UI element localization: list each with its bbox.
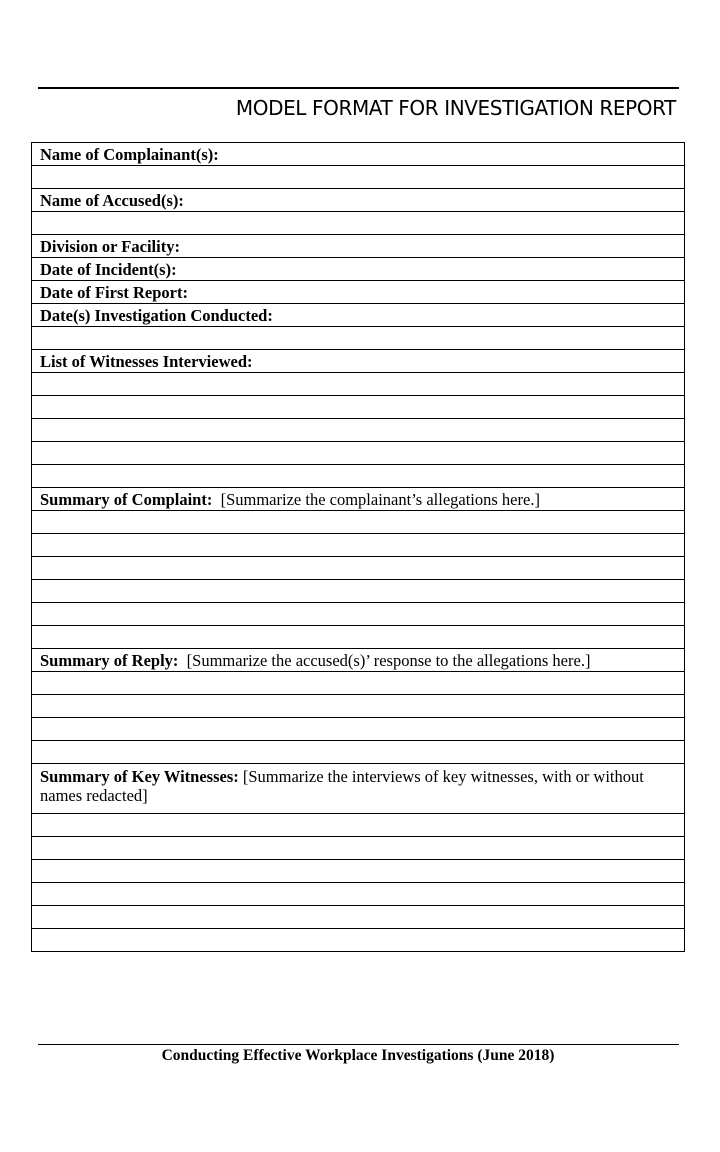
form-row — [32, 212, 685, 235]
form-row — [32, 534, 685, 557]
form-row — [32, 350, 685, 373]
field-label: Name of Complainant(s): — [40, 144, 219, 164]
form-field-cell[interactable] — [32, 235, 685, 258]
form-row — [32, 906, 685, 929]
field-instruction: [Summarize the accused(s)’ response to the allegations here.] — [178, 650, 591, 670]
page-title: MODEL FORMAT FOR INVESTIGATION REPORT — [235, 96, 676, 120]
blank-entry-cell[interactable] — [32, 814, 685, 837]
form-row — [32, 373, 685, 396]
field-label: Summary of Reply: — [40, 650, 179, 670]
form-row — [32, 741, 685, 764]
form-row — [32, 488, 685, 511]
blank-entry-cell[interactable] — [32, 695, 685, 718]
blank-entry-cell[interactable] — [32, 419, 685, 442]
form-row — [32, 929, 685, 952]
field-label: List of Witnesses Interviewed: — [40, 351, 253, 371]
form-row — [32, 143, 685, 166]
field-label: Summary of Key Witnesses: — [40, 767, 239, 786]
blank-entry-cell[interactable] — [32, 534, 685, 557]
field-label: Name of Accused(s): — [40, 190, 184, 210]
form-field-cell[interactable] — [32, 189, 685, 212]
blank-entry-cell[interactable] — [32, 166, 685, 189]
form-row — [32, 304, 685, 327]
form-row — [32, 837, 685, 860]
form-row — [32, 860, 685, 883]
form-row — [32, 814, 685, 837]
blank-entry-cell[interactable] — [32, 603, 685, 626]
blank-entry-cell[interactable] — [32, 511, 685, 534]
form-row — [32, 189, 685, 212]
form-field-cell[interactable] — [32, 258, 685, 281]
form-row — [32, 580, 685, 603]
investigation-form-table — [31, 142, 685, 952]
form-row — [32, 695, 685, 718]
form-row — [32, 672, 685, 695]
form-field-cell[interactable] — [32, 649, 685, 672]
form-row — [32, 883, 685, 906]
form-row — [32, 258, 685, 281]
form-row — [32, 396, 685, 419]
blank-entry-cell[interactable] — [32, 580, 685, 603]
form-row — [32, 511, 685, 534]
blank-entry-cell[interactable] — [32, 860, 685, 883]
form-row — [32, 281, 685, 304]
footer-text: Conducting Effective Workplace Investigations (June 2018) — [161, 1047, 555, 1064]
form-row — [32, 649, 685, 672]
blank-entry-cell[interactable] — [32, 327, 685, 350]
field-label: Summary of Complaint: — [40, 489, 213, 509]
blank-entry-cell[interactable] — [32, 837, 685, 860]
form-row — [32, 465, 685, 488]
blank-entry-cell[interactable] — [32, 883, 685, 906]
top-rule — [38, 87, 679, 89]
field-label: Date of Incident(s): — [40, 259, 177, 279]
field-label: Date(s) Investigation Conducted: — [40, 305, 273, 325]
form-row — [32, 442, 685, 465]
form-row — [32, 419, 685, 442]
field-instruction: [Summarize the complainant’s allegations here.] — [212, 489, 540, 509]
blank-entry-cell[interactable] — [32, 442, 685, 465]
form-field-cell[interactable] — [32, 304, 685, 327]
blank-entry-cell[interactable] — [32, 906, 685, 929]
blank-entry-cell[interactable] — [32, 741, 685, 764]
form-field-cell[interactable] — [32, 764, 685, 814]
blank-entry-cell[interactable] — [32, 465, 685, 488]
form-body — [32, 143, 685, 952]
form-row — [32, 327, 685, 350]
form-field-cell[interactable] — [32, 143, 685, 166]
form-row — [32, 557, 685, 580]
form-field-cell[interactable] — [32, 350, 685, 373]
form-row — [32, 603, 685, 626]
form-row — [32, 718, 685, 741]
blank-entry-cell[interactable] — [32, 396, 685, 419]
blank-entry-cell[interactable] — [32, 929, 685, 952]
field-label: Division or Facility: — [40, 236, 180, 256]
footer-rule — [38, 1044, 679, 1045]
blank-entry-cell[interactable] — [32, 212, 685, 235]
field-label: Date of First Report: — [40, 282, 188, 302]
form-row — [32, 235, 685, 258]
blank-entry-cell[interactable] — [32, 557, 685, 580]
field-instruction: [Summarize the interviews of key witnesses, with or without names redacted] — [40, 767, 648, 805]
form-row — [32, 626, 685, 649]
form-row — [32, 764, 685, 814]
form-row — [32, 166, 685, 189]
blank-entry-cell[interactable] — [32, 626, 685, 649]
form-field-cell[interactable] — [32, 281, 685, 304]
blank-entry-cell[interactable] — [32, 373, 685, 396]
blank-entry-cell[interactable] — [32, 672, 685, 695]
blank-entry-cell[interactable] — [32, 718, 685, 741]
form-field-cell[interactable] — [32, 488, 685, 511]
